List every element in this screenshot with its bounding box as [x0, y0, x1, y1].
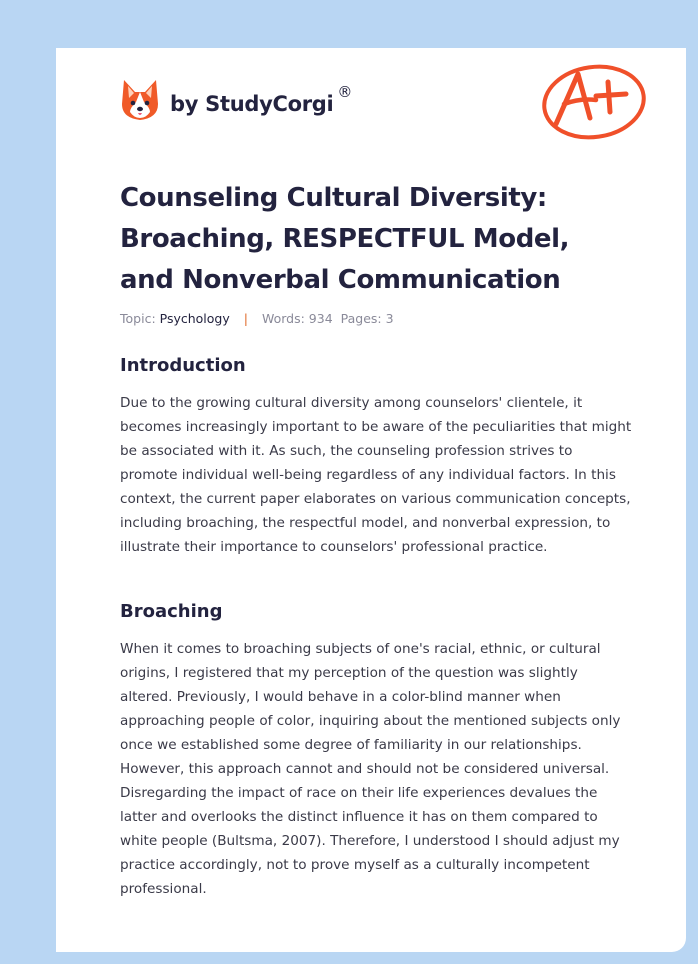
section-body-broaching: When it comes to broaching subjects of one's racial, ethnic, or cultural origins, I registered that my perception of the question was slightly altered. Previously, I would behave in a color-blind manner when approaching people of color, inquiring about the mentioned subjects only once we established some degree of familiarity in our relationships. However, this approach cannot and should not be considered universal. Disregarding the impact of race on their life experiences devalues the latter and overlooks the distinct influence it has on them compared to white people (Bultsma, 2007). Therefore, I understood I should adjust my practice accordingly, not to prove myself as a culturally incompetent professional.	[120, 641, 621, 897]
pages-value: 3	[385, 311, 394, 326]
document-meta	[120, 311, 394, 326]
pages-label: Pages:	[340, 311, 382, 326]
meta-separator: |	[243, 311, 248, 326]
registered-mark: ®	[337, 83, 353, 101]
brand-name: by StudyCorgi	[170, 92, 334, 116]
studycorgi-logo[interactable]	[120, 76, 352, 124]
document-page	[56, 48, 686, 952]
words-value: 934	[308, 311, 333, 326]
topic-link[interactable]: Psychology	[159, 311, 230, 326]
words-label: Words:	[261, 311, 305, 326]
document-title: Counseling Cultural Diversity: Broaching, RESPECTFUL Model, and Nonverbal Communication	[120, 183, 570, 295]
topic-label: Topic:	[120, 311, 156, 326]
section-body-introduction: Due to the growing cultural diversity among counselors' clientele, it becomes increasingly important to be aware of the peculiarities that might be associated with it. As such, the counseling profession strives to promote individual well-being regardless of any individual factors. In this context, the current paper elaborates on various communication concepts, including broaching, the respectful model, and nonverbal expression, to illustrate their importance to counselors' professional practice.	[120, 395, 632, 555]
corgi-icon	[120, 78, 160, 122]
section-heading-introduction: Introduction	[120, 355, 246, 376]
section-heading-broaching: Broaching	[120, 601, 223, 622]
a-plus-grade-badge	[538, 58, 650, 142]
